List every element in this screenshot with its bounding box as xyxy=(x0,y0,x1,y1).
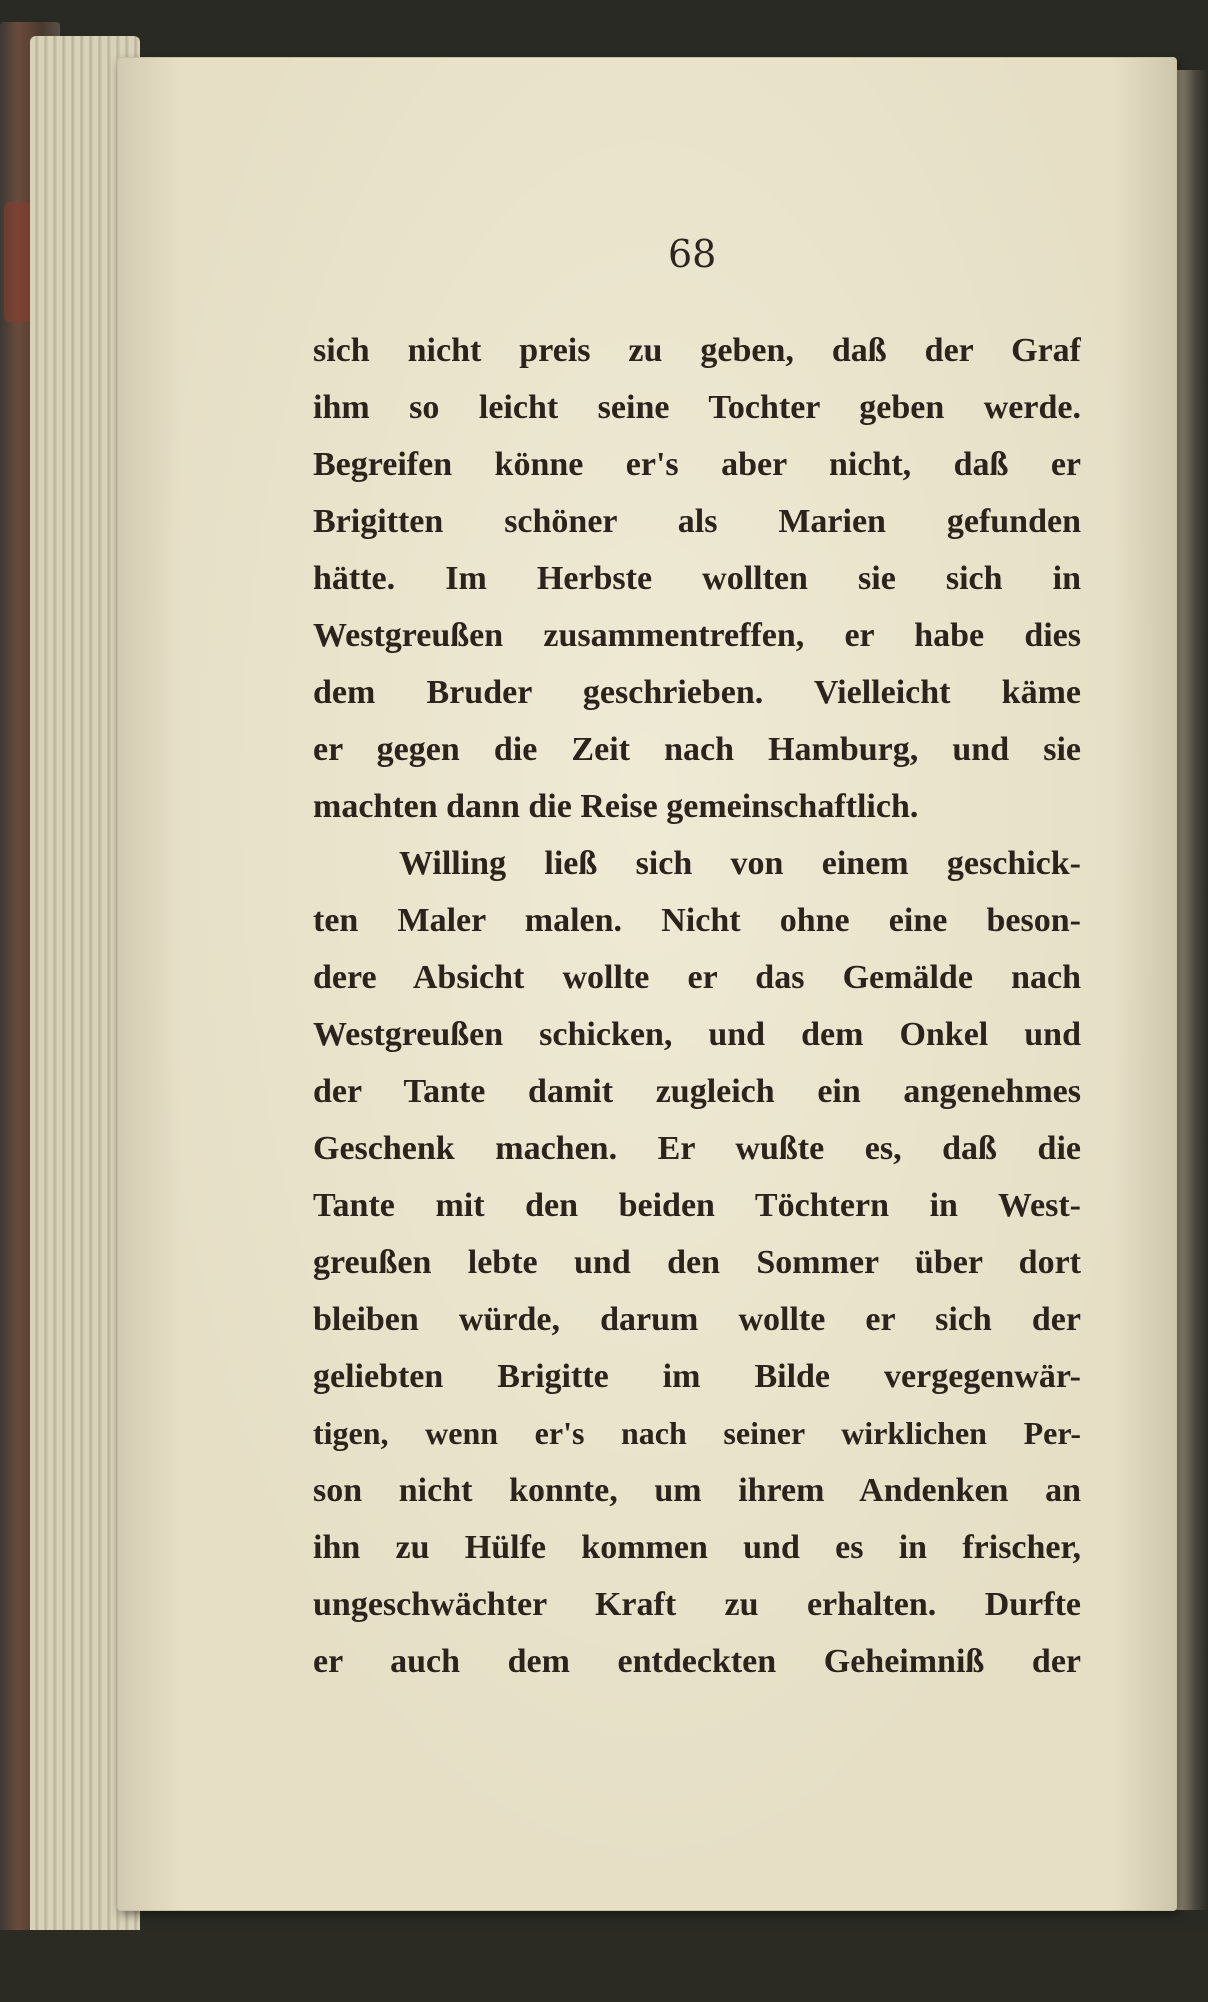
text-line: ihn zu Hülfe kommen und es in frischer, xyxy=(313,1529,1081,1566)
text-line: son nicht konnte, um ihrem Andenken an xyxy=(313,1472,1081,1509)
text-line: geliebten Brigitte im Bilde vergegenwär- xyxy=(313,1358,1081,1395)
text-line: ihm so leicht seine Tochter geben werde. xyxy=(313,389,1081,426)
background-surface xyxy=(0,1930,1208,2002)
text-line: Tante mit den beiden Töchtern in West- xyxy=(313,1187,1081,1224)
text-line: der Tante damit zugleich ein angenehmes xyxy=(313,1073,1081,1110)
cover-stain xyxy=(4,202,32,322)
text-line: Westgreußen zusammentreffen, er habe dies xyxy=(313,617,1081,654)
text-line: hätte. Im Herbste wollten sie sich in xyxy=(313,560,1081,597)
text-line: dem Bruder geschrieben. Vielleicht käme xyxy=(313,674,1081,711)
page-text xyxy=(313,322,1081,1690)
text-line: Westgreußen schicken, und dem Onkel und xyxy=(313,1016,1081,1053)
text-line: ten Maler malen. Nicht ohne eine beson- xyxy=(313,902,1081,939)
text-line: bleiben würde, darum wollte er sich der xyxy=(313,1301,1081,1338)
text-line: tigen, wenn er's nach seiner wirklichen Per- xyxy=(313,1415,1081,1451)
text-line: er auch dem entdeckten Geheimniß der xyxy=(313,1643,1081,1680)
page-number: 68 xyxy=(668,232,717,276)
text-line: greußen lebte und den Sommer über dort xyxy=(313,1244,1081,1281)
text-line: sich nicht preis zu geben, daß der Graf xyxy=(313,332,1081,369)
text-line: dere Absicht wollte er das Gemälde nach xyxy=(313,959,1081,996)
text-line: machten dann die Reise gemeinschaftlich. xyxy=(313,788,919,825)
text-line: ungeschwächter Kraft zu erhalten. Durfte xyxy=(313,1586,1081,1623)
text-line-paragraph-start: Willing ließ sich von einem geschick- xyxy=(399,845,1081,882)
gutter-shadow xyxy=(1176,70,1208,1910)
text-line: er gegen die Zeit nach Hamburg, und sie xyxy=(313,731,1081,768)
text-line: Brigitten schöner als Marien gefunden xyxy=(313,503,1081,540)
text-line: Begreifen könne er's aber nicht, daß er xyxy=(313,446,1081,483)
text-line: Geschenk machen. Er wußte es, daß die xyxy=(313,1130,1081,1167)
